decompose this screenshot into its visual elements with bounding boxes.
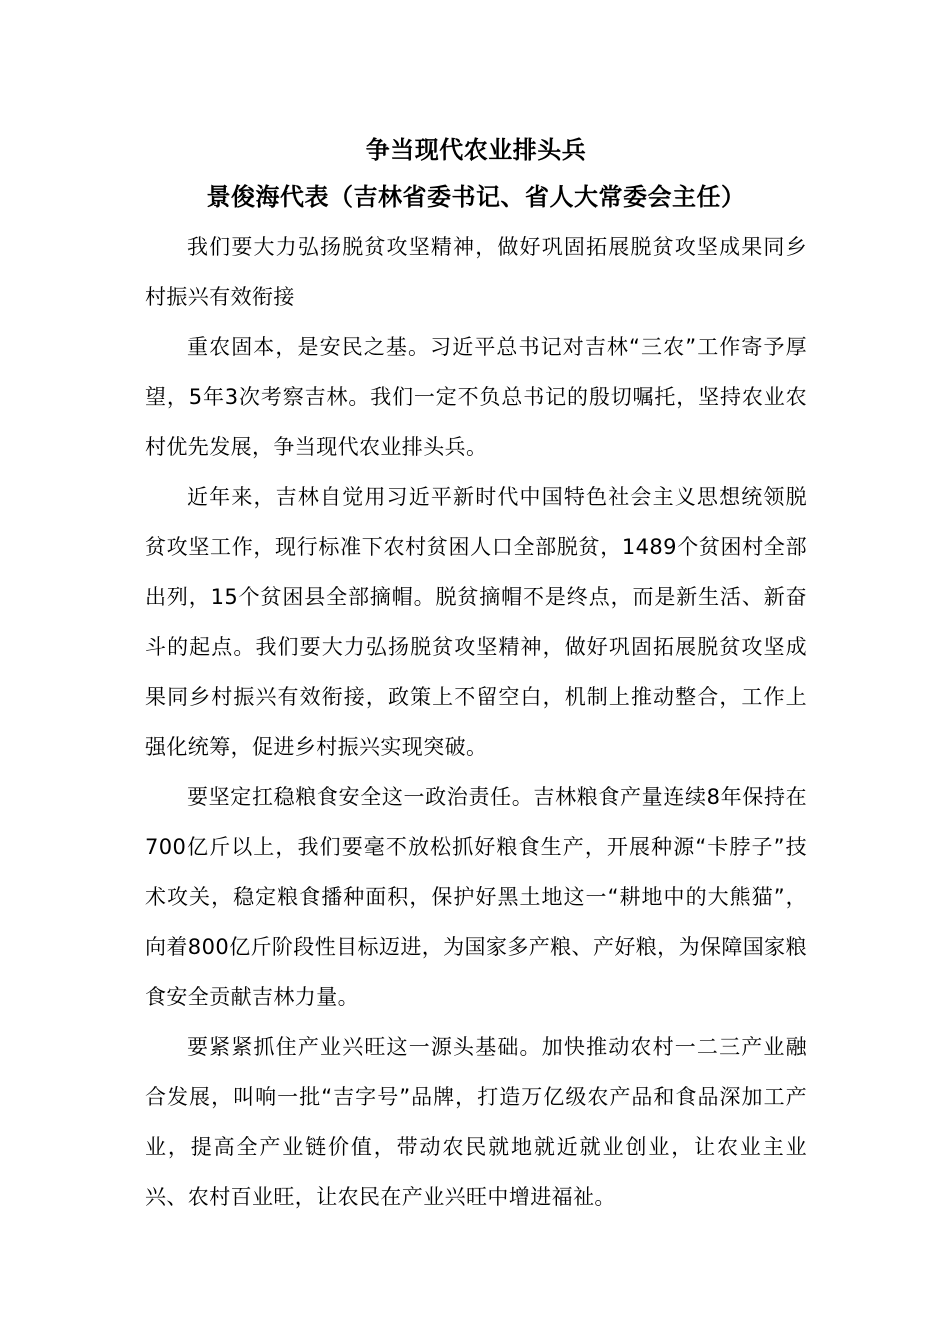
document-subtitle: 景俊海代表（吉林省委书记、省人大常委会主任） (206, 183, 746, 211)
document-title: 争当现代农业排头兵 (365, 136, 587, 164)
paragraph-5: 要紧紧抓住产业兴旺这一源头基础。加快推动农村一二三产业融合发展，叫响一批“吉字号”品牌，打造万亿级农产品和食品深加工产业，提高全产业链价值，带动农民就地就近就业创业，让农业主业兴、农村百业旺，让农民在产业兴旺中增进福祉。 (145, 1035, 807, 1209)
document-body (145, 128, 807, 1222)
paragraph-1: 我们要大力弘扬脱贫攻坚精神，做好巩固拓展脱贫攻坚成果同乡村振兴有效衔接 (145, 235, 807, 309)
paragraph-2: 重农固本，是安民之基。习近平总书记对吉林“三农”工作寄予厚望，5年3次考察吉林。我们一定不负总书记的殷切嘱托，坚持农业农村优先发展，争当现代农业排头兵。 (145, 335, 807, 459)
paragraph-3: 近年来，吉林自觉用习近平新时代中国特色社会主义思想统领脱贫攻坚工作，现行标准下农村贫困人口全部脱贫，1489个贫困村全部出列，15个贫困县全部摘帽。脱贫摘帽不是终点，而是新生活、新奋斗的起点。我们要大力弘扬脱贫攻坚精神，做好巩固拓展脱贫攻坚成果同乡村振兴有效衔接，政策上不留空白，机制上推动整合，工作上强化统筹，促进乡村振兴实现突破。 (145, 485, 807, 759)
paragraph-4: 要坚定扛稳粮食安全这一政治责任。吉林粮食产量连续8年保持在700亿斤以上，我们要毫不放松抓好粮食生产，开展种源“卡脖子”技术攻关，稳定粮食播种面积，保护好黑土地这一“耕地中的大熊猫”，向着800亿斤阶段性目标迈进，为国家多产粮、产好粮，为保障国家粮食安全贡献吉林力量。 (145, 785, 807, 1009)
